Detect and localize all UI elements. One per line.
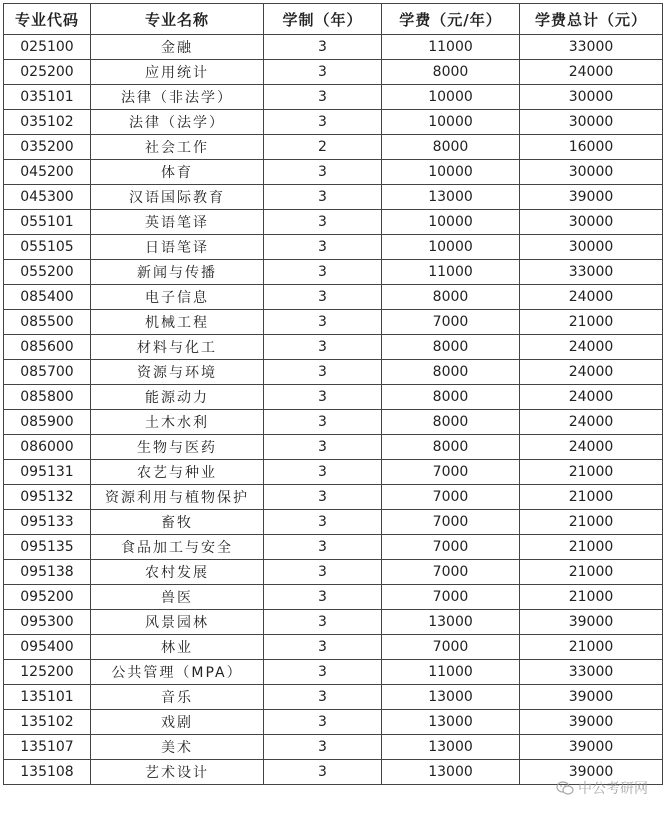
- cell-duration: 3: [264, 460, 382, 485]
- cell-code: 095132: [4, 485, 91, 510]
- table-row: [4, 235, 663, 260]
- cell-total-fee: 21000: [520, 535, 663, 560]
- cell-code: 025100: [4, 35, 91, 60]
- cell-code: 045200: [4, 160, 91, 185]
- cell-duration: 2: [264, 135, 382, 160]
- cell-annual-fee: 13000: [382, 185, 520, 210]
- cell-total-fee: 16000: [520, 135, 663, 160]
- cell-name: 汉语国际教育: [91, 185, 264, 210]
- cell-annual-fee: 10000: [382, 160, 520, 185]
- cell-name: 机械工程: [91, 310, 264, 335]
- cell-annual-fee: 11000: [382, 35, 520, 60]
- table-row: [4, 335, 663, 360]
- cell-annual-fee: 7000: [382, 585, 520, 610]
- header-total-fee: 学费总计（元）: [520, 4, 663, 35]
- cell-duration: 3: [264, 235, 382, 260]
- cell-name: 戏剧: [91, 710, 264, 735]
- table-row: [4, 85, 663, 110]
- cell-duration: 3: [264, 310, 382, 335]
- cell-total-fee: 24000: [520, 410, 663, 435]
- cell-code: 035101: [4, 85, 91, 110]
- cell-name: 材料与化工: [91, 335, 264, 360]
- cell-total-fee: 21000: [520, 460, 663, 485]
- cell-name: 能源动力: [91, 385, 264, 410]
- cell-annual-fee: 7000: [382, 485, 520, 510]
- cell-code: 085500: [4, 310, 91, 335]
- cell-total-fee: 33000: [520, 260, 663, 285]
- cell-total-fee: 30000: [520, 110, 663, 135]
- cell-name: 林业: [91, 635, 264, 660]
- table-row: [4, 360, 663, 385]
- cell-name: 生物与医药: [91, 435, 264, 460]
- table-row: [4, 210, 663, 235]
- cell-total-fee: 39000: [520, 685, 663, 710]
- table-row: [4, 635, 663, 660]
- cell-name: 美术: [91, 735, 264, 760]
- cell-duration: 3: [264, 760, 382, 785]
- cell-duration: 3: [264, 335, 382, 360]
- cell-total-fee: 24000: [520, 335, 663, 360]
- cell-code: 025200: [4, 60, 91, 85]
- cell-annual-fee: 11000: [382, 260, 520, 285]
- table-row: [4, 135, 663, 160]
- cell-duration: 3: [264, 435, 382, 460]
- cell-duration: 3: [264, 35, 382, 60]
- cell-annual-fee: 8000: [382, 135, 520, 160]
- cell-total-fee: 39000: [520, 710, 663, 735]
- cell-name: 体育: [91, 160, 264, 185]
- cell-name: 法律（非法学）: [91, 85, 264, 110]
- cell-annual-fee: 10000: [382, 85, 520, 110]
- cell-name: 公共管理（MPA）: [91, 660, 264, 685]
- cell-annual-fee: 8000: [382, 60, 520, 85]
- cell-name: 资源利用与植物保护: [91, 485, 264, 510]
- cell-total-fee: 24000: [520, 285, 663, 310]
- cell-annual-fee: 10000: [382, 110, 520, 135]
- table-row: [4, 385, 663, 410]
- cell-annual-fee: 13000: [382, 710, 520, 735]
- table-row: [4, 710, 663, 735]
- cell-duration: 3: [264, 510, 382, 535]
- cell-duration: 3: [264, 660, 382, 685]
- cell-total-fee: 21000: [520, 635, 663, 660]
- cell-duration: 3: [264, 585, 382, 610]
- cell-duration: 3: [264, 410, 382, 435]
- cell-annual-fee: 8000: [382, 335, 520, 360]
- cell-name: 法律（法学）: [91, 110, 264, 135]
- cell-duration: 3: [264, 535, 382, 560]
- header-code: 专业代码: [4, 4, 91, 35]
- table-row: [4, 435, 663, 460]
- cell-code: 095300: [4, 610, 91, 635]
- cell-name: 应用统计: [91, 60, 264, 85]
- cell-name: 英语笔译: [91, 210, 264, 235]
- cell-name: 音乐: [91, 685, 264, 710]
- table-row: [4, 285, 663, 310]
- table-row: [4, 185, 663, 210]
- cell-code: 085700: [4, 360, 91, 385]
- cell-code: 055101: [4, 210, 91, 235]
- cell-total-fee: 21000: [520, 560, 663, 585]
- cell-total-fee: 30000: [520, 160, 663, 185]
- cell-total-fee: 39000: [520, 735, 663, 760]
- cell-name: 艺术设计: [91, 760, 264, 785]
- table-row: [4, 485, 663, 510]
- table-row: [4, 60, 663, 85]
- cell-annual-fee: 11000: [382, 660, 520, 685]
- cell-annual-fee: 8000: [382, 435, 520, 460]
- cell-annual-fee: 13000: [382, 760, 520, 785]
- cell-code: 055200: [4, 260, 91, 285]
- cell-annual-fee: 7000: [382, 635, 520, 660]
- cell-duration: 3: [264, 210, 382, 235]
- cell-code: 135102: [4, 710, 91, 735]
- cell-code: 135101: [4, 685, 91, 710]
- cell-code: 095138: [4, 560, 91, 585]
- cell-duration: 3: [264, 160, 382, 185]
- cell-total-fee: 33000: [520, 660, 663, 685]
- cell-name: 食品加工与安全: [91, 535, 264, 560]
- cell-annual-fee: 13000: [382, 685, 520, 710]
- table-row: [4, 585, 663, 610]
- cell-total-fee: 21000: [520, 310, 663, 335]
- table-row: [4, 660, 663, 685]
- table-row: [4, 35, 663, 60]
- table-row: [4, 535, 663, 560]
- cell-name: 电子信息: [91, 285, 264, 310]
- cell-code: 045300: [4, 185, 91, 210]
- cell-duration: 3: [264, 360, 382, 385]
- cell-total-fee: 33000: [520, 35, 663, 60]
- cell-name: 土木水利: [91, 410, 264, 435]
- cell-annual-fee: 8000: [382, 285, 520, 310]
- cell-annual-fee: 7000: [382, 510, 520, 535]
- cell-duration: 3: [264, 610, 382, 635]
- cell-duration: 3: [264, 735, 382, 760]
- cell-name: 新闻与传播: [91, 260, 264, 285]
- cell-total-fee: 39000: [520, 610, 663, 635]
- cell-total-fee: 30000: [520, 85, 663, 110]
- cell-code: 095400: [4, 635, 91, 660]
- cell-annual-fee: 8000: [382, 385, 520, 410]
- cell-code: 125200: [4, 660, 91, 685]
- cell-name: 农艺与种业: [91, 460, 264, 485]
- cell-duration: 3: [264, 110, 382, 135]
- table-row: [4, 410, 663, 435]
- table-row: [4, 160, 663, 185]
- cell-code: 085600: [4, 335, 91, 360]
- cell-annual-fee: 7000: [382, 560, 520, 585]
- cell-duration: 3: [264, 710, 382, 735]
- cell-code: 085900: [4, 410, 91, 435]
- cell-name: 风景园林: [91, 610, 264, 635]
- watermark: [556, 778, 648, 798]
- cell-total-fee: 24000: [520, 60, 663, 85]
- cell-total-fee: 21000: [520, 510, 663, 535]
- cell-duration: 3: [264, 285, 382, 310]
- cell-duration: 3: [264, 185, 382, 210]
- cell-annual-fee: 13000: [382, 610, 520, 635]
- cell-code: 035200: [4, 135, 91, 160]
- table-row: [4, 685, 663, 710]
- cell-name: 农村发展: [91, 560, 264, 585]
- table-row: [4, 510, 663, 535]
- cell-duration: 3: [264, 260, 382, 285]
- tuition-table: [3, 3, 663, 785]
- table-row: [4, 110, 663, 135]
- cell-annual-fee: 7000: [382, 310, 520, 335]
- cell-annual-fee: 7000: [382, 535, 520, 560]
- cell-code: 095135: [4, 535, 91, 560]
- cell-annual-fee: 8000: [382, 410, 520, 435]
- cell-duration: 3: [264, 60, 382, 85]
- cell-annual-fee: 13000: [382, 735, 520, 760]
- cell-code: 095133: [4, 510, 91, 535]
- cell-duration: 3: [264, 560, 382, 585]
- cell-name: 畜牧: [91, 510, 264, 535]
- cell-code: 055105: [4, 235, 91, 260]
- header-name: 专业名称: [91, 4, 264, 35]
- cell-code: 085400: [4, 285, 91, 310]
- cell-annual-fee: 10000: [382, 210, 520, 235]
- header-annual-fee: 学费（元/年）: [382, 4, 520, 35]
- cell-code: 086000: [4, 435, 91, 460]
- table-row: [4, 560, 663, 585]
- cell-total-fee: 24000: [520, 435, 663, 460]
- cell-total-fee: 24000: [520, 385, 663, 410]
- cell-name: 金融: [91, 35, 264, 60]
- cell-duration: 3: [264, 485, 382, 510]
- table-row: [4, 610, 663, 635]
- cell-code: 135108: [4, 760, 91, 785]
- cell-name: 日语笔译: [91, 235, 264, 260]
- header-row: [4, 4, 663, 35]
- cell-name: 社会工作: [91, 135, 264, 160]
- table-row: [4, 735, 663, 760]
- cell-duration: 3: [264, 85, 382, 110]
- cell-total-fee: 30000: [520, 235, 663, 260]
- cell-code: 135107: [4, 735, 91, 760]
- cell-annual-fee: 7000: [382, 460, 520, 485]
- table-row: [4, 460, 663, 485]
- cell-code: 095200: [4, 585, 91, 610]
- cell-code: 095131: [4, 460, 91, 485]
- cell-duration: 3: [264, 385, 382, 410]
- wechat-icon: [556, 781, 574, 795]
- table-body: [4, 35, 663, 785]
- watermark-text: 中公考研网: [578, 781, 648, 797]
- cell-code: 035102: [4, 110, 91, 135]
- cell-total-fee: 39000: [520, 185, 663, 210]
- cell-code: 085800: [4, 385, 91, 410]
- cell-total-fee: 21000: [520, 585, 663, 610]
- cell-total-fee: 24000: [520, 360, 663, 385]
- cell-total-fee: 30000: [520, 210, 663, 235]
- cell-total-fee: 21000: [520, 485, 663, 510]
- table-row: [4, 260, 663, 285]
- cell-annual-fee: 8000: [382, 360, 520, 385]
- cell-annual-fee: 10000: [382, 235, 520, 260]
- cell-total-fee: 39000: [520, 760, 663, 785]
- cell-duration: 3: [264, 685, 382, 710]
- cell-duration: 3: [264, 635, 382, 660]
- table-row: [4, 310, 663, 335]
- cell-name: 资源与环境: [91, 360, 264, 385]
- cell-name: 兽医: [91, 585, 264, 610]
- header-duration: 学制（年）: [264, 4, 382, 35]
